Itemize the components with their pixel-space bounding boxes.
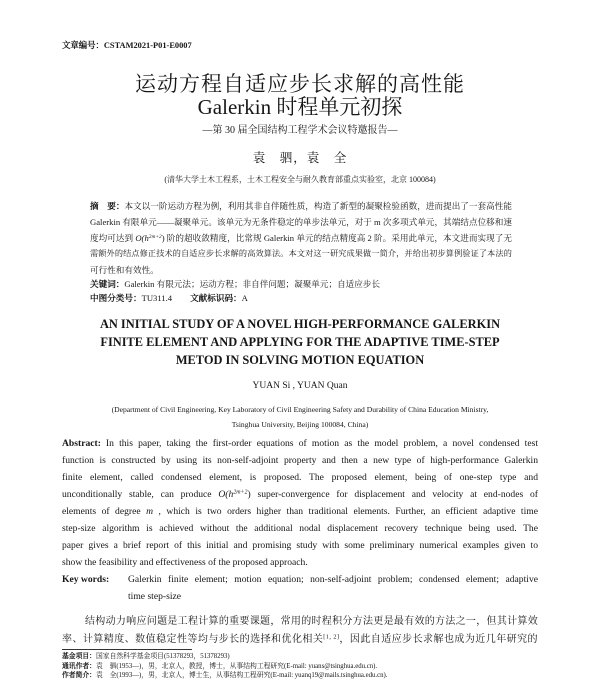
body-cn-line-2	[62, 634, 538, 646]
title-en-line-1	[20, 317, 580, 332]
footnote-corresponding-label: 通讯作者：	[62, 663, 96, 670]
clc-value: TU311.4	[141, 293, 173, 303]
doc-code-value: A	[241, 293, 248, 303]
abstract-en-line-6	[62, 523, 538, 535]
affiliation-cn-text: (清华大学土木工程系，土木工程安全与耐久教育部重点实验室，北京 100084)	[164, 175, 436, 184]
authors-en-text: YUAN Si , YUAN Quan	[252, 381, 348, 391]
citation-marker: [1, 2]	[323, 633, 340, 641]
keywords-en-line-1	[128, 574, 538, 586]
title-en-line-3-text: METOD IN SOLVING MOTION EQUATION	[175, 353, 425, 367]
abstract-cn-line-4	[90, 248, 512, 260]
body-cn-line-2-post: ，因此自适应步长求解也成为近几年研究的	[339, 634, 539, 645]
abstract-en-line-5-content	[62, 506, 538, 518]
abstract-en-line-6-text: step-size algorithm is achieved without the additional nodal displacement recovery technique being used. The	[62, 523, 538, 534]
abstract-cn-line-2	[90, 216, 512, 228]
abstract-cn-line-3-pre: 度均可达到	[90, 233, 136, 243]
keywords-en-label-text: Key words:	[62, 574, 110, 585]
body-cn-line-2-pre: 率、计算精度、数值稳定性等均与步长的选择和优化相关	[62, 634, 324, 645]
abstract-en-line-1-text: In this paper, taking the first-order equations of motion as the model problem, a novel condensed test	[105, 438, 538, 449]
footnote-author-bio	[62, 671, 538, 680]
abstract-en-label: Abstract:	[62, 438, 101, 449]
abstract-en-math-close: )	[247, 489, 251, 500]
footnote-fund-label: 基金项目：	[62, 653, 96, 660]
keywords-cn-label: 关键词：	[90, 279, 125, 289]
abstract-cn-line-5	[90, 264, 512, 276]
footnote-author-text: 袁 全(1993—)，男，北京人，博士生，从事结构工程研究(E-mail: yuanq19@mails.tsinghua.edu.cn).	[95, 672, 388, 679]
footnote-author-content	[62, 671, 388, 680]
article-number-text: 文章编号：CSTAM2021-P01-E0007	[62, 41, 192, 50]
keywords-cn-content	[90, 278, 380, 290]
doc-code-label: 文献标识码：	[190, 293, 242, 303]
affiliation-en-line-2-text: Tsinghua University, Beijing 100084, China)	[231, 420, 369, 429]
abstract-cn-line-5-text: 可行性和有效性。	[90, 265, 159, 275]
abstract-en-line-4-pre: unconditionally stable, can produce	[62, 489, 219, 500]
abstract-cn-math-exponent: 2m+2	[148, 234, 162, 241]
article-number	[62, 41, 362, 51]
affiliation-cn	[20, 175, 580, 185]
abstract-cn-line-1-text: 本文以一阶运动方程为例，利用其非自伴随性质，构造了新型的凝聚检验函数，进而提出了一套高性能	[124, 201, 512, 211]
abstract-en-line-3-text: finite element, called condensed element, is proposed. The proposed element, being of one-step type and	[62, 472, 538, 483]
abstract-cn-label: 摘 要：	[90, 201, 125, 211]
keywords-en-line-2	[128, 591, 538, 603]
abstract-en-line-3	[62, 472, 538, 484]
abstract-en-math-exponent: 2m+2	[233, 489, 248, 496]
title-cn-line-2-text: Galerkin 时程单元初探	[197, 95, 403, 119]
affiliation-en-line-2	[20, 420, 580, 430]
abstract-en-line-7	[62, 540, 538, 552]
abstract-en-line-4-content	[62, 489, 538, 501]
abstract-en-line-8-text: show the feasibility and effectiveness of the proposed approach.	[62, 557, 308, 568]
footnote-fund-text: 国家自然科学基金项目(51378293，51378293)	[95, 653, 230, 660]
abstract-cn-line-1	[90, 200, 512, 212]
abstract-cn-line-1-content	[90, 200, 512, 212]
title-en-line-3	[20, 353, 580, 368]
body-cn-line-2-content	[62, 634, 538, 646]
abstract-cn-math-close: )	[161, 233, 165, 243]
authors-cn-text: 袁 驷，袁 全	[252, 151, 348, 165]
keywords-cn-text: Galerkin 有限元法；运动方程；非自伴问题；凝聚单元；自适应步长	[124, 279, 381, 289]
abstract-en-line-5	[62, 506, 538, 518]
abstract-en-line-2	[62, 455, 538, 467]
abstract-cn-line-3-post: 阶的超收敛精度，比常规 Galerkin 单元的结点精度高 2 阶。采用此单元，本文进而实现了无	[164, 233, 512, 243]
authors-cn	[20, 151, 580, 166]
footnote-separator	[62, 649, 192, 650]
abstract-cn-line-4-text: 需额外的结点修正技术的自适应步长求解的高效算法。本文对这一研究成果做一简介，并给出初步算例验证了本法的	[90, 249, 512, 258]
footnote-fund-content	[62, 652, 230, 661]
footnote-corresponding-author	[62, 662, 538, 671]
keywords-en-label	[62, 574, 126, 586]
title-cn-line-2	[20, 95, 580, 120]
abstract-cn-line-3	[90, 232, 512, 244]
abstract-cn-line-3-content	[90, 232, 512, 244]
abstract-en-line-7-text: paper gives a brief report of this initial and promising study with some preliminary numerical examples given to	[62, 540, 538, 551]
keywords-en-line-2-text: time step-size	[128, 591, 182, 602]
abstract-en-line-5-pre: elements of degree	[62, 506, 147, 517]
title-cn-line-1-text: 运动方程自适应步长求解的高性能	[135, 72, 465, 96]
title-cn-subtitle-text: —第 30 届全国结构工程学术会议特邀报告—	[202, 125, 398, 136]
abstract-en-line-2-text: function is constructed by using its non-self-adjoint property and then a new type of high-performance Galerkin	[62, 455, 538, 466]
abstract-en-line-1-content	[62, 438, 538, 450]
title-en-line-2	[20, 335, 580, 350]
title-en-line-2-text: FINITE ELEMENT AND APPLYING FOR THE ADAPTIVE TIME-STEP	[100, 335, 500, 349]
affiliation-en-line-1-text: (Department of Civil Engineering, Key Laboratory of Civil Engineering Safety and Durability of China Education Ministry,	[111, 405, 489, 414]
abstract-cn-line-2-text: Galerkin 有限单元——凝聚单元。该单元为无条件稳定的单步法单元，对于 m 次多项式单元，其端结点位移和速	[90, 217, 512, 227]
clc-label: 中图分类号：	[90, 293, 142, 303]
title-cn-line-1	[20, 72, 580, 97]
keywords-cn	[90, 278, 512, 290]
classification	[90, 292, 512, 304]
footnote-author-label: 作者简介：	[62, 672, 96, 679]
abstract-en-degree-variable: m	[146, 506, 154, 517]
classification-content	[90, 292, 248, 304]
title-cn-subtitle	[20, 125, 580, 137]
title-en-line-1-text: AN INITIAL STUDY OF A NOVEL HIGH-PERFORMANCE GALERKIN	[99, 317, 501, 331]
abstract-en-math-base: O(h	[218, 489, 234, 500]
footnote-fund	[62, 652, 538, 661]
abstract-cn-math-base: O(h	[135, 233, 149, 243]
abstract-en-line-4	[62, 489, 538, 501]
footnote-corresponding-text: 袁 驷(1953—)，男，北京人，教授，博士，从事结构工程研究(E-mail: yuans@tsinghua.edu.cn).	[95, 663, 378, 670]
authors-en	[20, 380, 580, 392]
body-cn-line-1-text: 结构动力响应问题是工程计算的重要课题，常用的时程积分方法更是最有效的方法之一，但其计算效	[85, 616, 538, 627]
abstract-en-line-8	[62, 557, 538, 569]
keywords-en-line-1-text: Galerkin finite element; motion equation; non-self-adjoint problem; condensed element; adaptive	[128, 574, 538, 585]
abstract-en-line-4-post: super-convergence for displacement and velocity at end-nodes of	[250, 489, 538, 500]
body-cn-line-1	[85, 616, 538, 628]
abstract-en-line-1	[62, 438, 538, 450]
abstract-en-line-5-post: , which is two orders higher than traditional elements. Further, an efficient adaptive time	[153, 506, 538, 517]
footnote-corresponding-content	[62, 662, 377, 671]
affiliation-en-line-1	[20, 405, 580, 415]
